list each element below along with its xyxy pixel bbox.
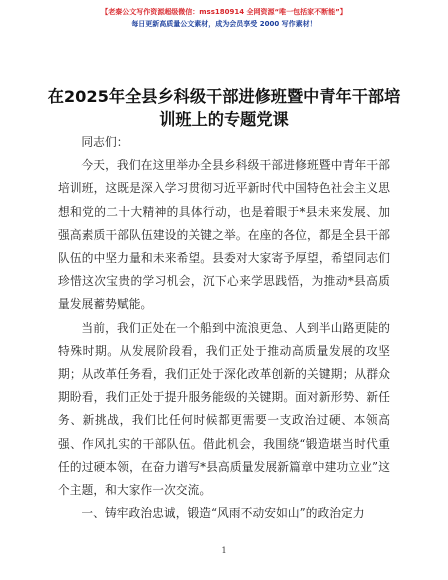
header-banner <box>0 6 448 30</box>
document-body <box>58 131 390 525</box>
section-heading-1: 一、铸牢政治忠诚，锻造“风雨不动安如山”的政治定力 <box>81 506 365 521</box>
paragraph-intro: 今天，我们在这里举办全县乡科级干部进修班暨中青年干部培训班，这既是深入学习贯彻习近平新时代中国特色社会主义思想和党的二十大精神的具体行动，也是着眼于*县未来发展、加强高素质干部队伍建设的关键之举。在座的各位，都是全县干部队伍的中坚力量和未来希望。县委对大家寄予厚望，希望同志们珍惜这次宝贵的学习机会，沉下心来学思践悟，为推动*县高质量发展蓄势赋能。 <box>58 158 390 312</box>
page-number: 1 <box>221 546 227 555</box>
banner-line-promo: 【老秦公文写作资源超级微信：mss180914 全网资源“唯一包括家不断能”】 <box>101 8 347 16</box>
salutation: 同志们： <box>81 135 129 149</box>
banner-line-update: 每日更新高质量公文素材，成为会员享受 2000 写作素材！ <box>131 20 317 28</box>
document-title: 在2025年全县乡科级干部进修班暨中青年干部培训班上的专题党课 <box>47 87 401 129</box>
paragraph-context: 当前，我们正处在一个船到中流浪更急、人到半山路更陡的特殊时期。从发展阶段看，我们正处于推动高质量发展的攻坚期；从改革任务看，我们正处于深化改革创新的关键期；从群众期盼看，我们正处于提升服务能级的关键期。面对新形势、新任务、新挑战，我们比任何时候都更需要一支政治过硬、本领高强、作风扎实的干部队伍。借此机会，我围绕“锻造堪当时代重任的过硬本领，在奋力谱写*县高质量发展新篇章中建功立业”这个主题，和大家作一次交流。 <box>58 320 390 498</box>
